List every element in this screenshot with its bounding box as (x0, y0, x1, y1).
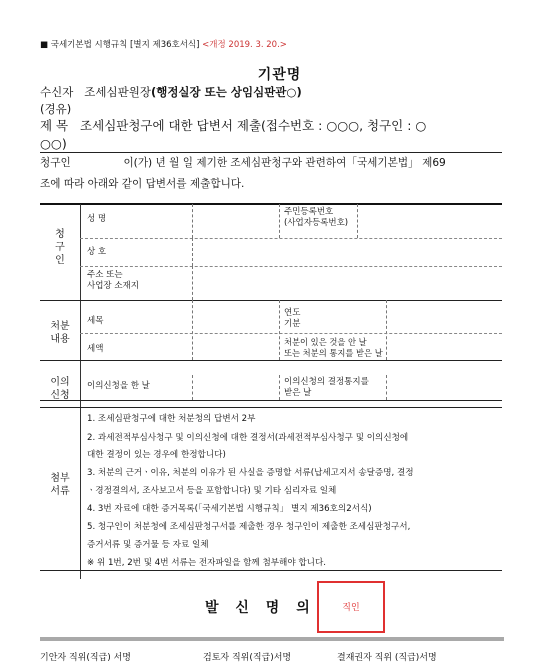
attachment-item: 1. 조세심판청구에 대한 처분청의 답변서 2부 (87, 414, 256, 424)
resident-number-line: (사업자등록번호) (284, 218, 349, 228)
resident-number-line: 주민등록번호 (284, 207, 334, 217)
section-divider (40, 300, 502, 301)
official-seal-box (317, 581, 385, 633)
cell-divider (357, 204, 358, 238)
via-label: (경유) (40, 102, 72, 116)
subject-label: 제 목 (40, 118, 69, 133)
tax-year-label (284, 308, 300, 330)
footer-bar (40, 637, 504, 641)
attachments-section-label (40, 472, 80, 498)
cell-divider (192, 300, 193, 360)
claimant-label-char: 구 (55, 242, 65, 253)
attachment-item: 5. 청구인이 처분청에 조세심판청구서를 제출한 경우 청구인이 제출한 조세심판청구서, (87, 522, 411, 532)
address-label (87, 270, 139, 292)
row-divider (80, 238, 502, 239)
resident-number-label (284, 207, 348, 229)
name-label: 성 명 (87, 214, 107, 224)
subject-divider (40, 152, 502, 153)
tax-item-label: 세목 (87, 316, 104, 326)
cell-divider (192, 204, 193, 238)
sender-name: 발 신 명 의 (205, 600, 316, 616)
address-line: 주소 또는 (87, 270, 123, 280)
label-column-divider (80, 204, 81, 579)
disposition-label-line: 처분 (50, 321, 70, 332)
attachment-item: 2. 과세전적부심사청구 및 이의신청에 대한 결정서(과세전적부심사청구 및 이의신청에 (87, 433, 409, 443)
attachment-item: 증거서류 및 증거물 등 자료 일체 (87, 540, 209, 550)
disposition-section-label (40, 320, 80, 346)
notice-date-label (284, 337, 383, 359)
objection-section-label (40, 376, 80, 402)
form-number-text: ■ 국세기본법 시행규칙 [별지 제36호서식] (40, 40, 200, 50)
claimant-section-label (40, 228, 80, 267)
attachments-label-line: 첨부 (50, 473, 70, 484)
tax-amount-label: 세액 (87, 344, 104, 354)
subject-line (40, 116, 426, 134)
cell-divider (386, 375, 387, 400)
row-divider (80, 266, 502, 267)
intro-claimant-label: 청구인 (40, 157, 71, 169)
recipient-value-bold: (행정실장 또는 상임심판관○) (150, 85, 302, 99)
reviewer-signature: 검토자 직위(직급)서명 (203, 653, 292, 663)
section-divider (40, 360, 502, 361)
subject-text: 조세심판청구에 대한 답변서 제출(접수번호 : ○○○, 청구인 : ○ (80, 118, 427, 133)
objection-label-line: 신청 (50, 390, 70, 401)
objection-decision-line: 받은 날 (284, 388, 312, 398)
objection-decision-line: 이의신청의 결정통지를 (284, 377, 369, 387)
intro-line-1 (40, 155, 446, 170)
seal-text: 직인 (342, 603, 360, 613)
notice-date-line: 처분이 있은 것을 안 날 (284, 337, 367, 347)
table-top-border (40, 203, 502, 205)
objection-decision-label (284, 377, 369, 399)
tax-year-line: 연도 (284, 308, 301, 318)
tax-year-line: 기분 (284, 319, 301, 329)
objection-filed-label: 이의신청을 한 날 (87, 381, 150, 391)
section-divider (40, 407, 502, 408)
drafter-signature: 기안자 직위(직급) 서명 (40, 653, 131, 663)
cell-divider (279, 375, 280, 400)
objection-label-line: 이의 (50, 377, 70, 388)
attachment-item: 대한 결정이 있는 경우에 한정합니다) (87, 450, 226, 460)
cell-divider (192, 375, 193, 400)
form-number (40, 38, 287, 50)
address-line: 사업장 소재지 (87, 281, 139, 291)
recipient-line (40, 84, 302, 100)
claimant-label-char: 청 (55, 229, 65, 240)
cell-divider (192, 238, 193, 266)
intro-text: 이(가) 년 월 일 제기한 조세심판청구와 관련하여「국세기본법」 제69 (123, 157, 446, 169)
page-title: 기관명 (257, 67, 302, 83)
trade-name-label: 상 호 (87, 247, 107, 257)
attachment-item: 4. 3번 자료에 대한 증거목록(「국세기본법 시행규칙」 별지 제36호의2서식) (87, 504, 372, 514)
section-divider (40, 400, 502, 401)
attachment-item: 3. 처분의 근거ㆍ이유, 처분의 이유가 된 사실을 증명할 서류(납세고지서 송달증명, 결정 (87, 468, 414, 478)
subject-text-continued: ○○) (40, 136, 67, 151)
row-divider (80, 333, 502, 334)
intro-line-2: 조에 따라 아래와 같이 답변서를 제출합니다. (40, 178, 245, 190)
attachments-label-line: 서류 (50, 486, 70, 497)
cell-divider (279, 300, 280, 360)
recipient-label: 수신자 (40, 85, 74, 99)
approver-signature: 결재권자 직위 (직급)서명 (337, 653, 437, 663)
cell-divider (279, 204, 280, 238)
table-bottom-border (40, 570, 502, 571)
claimant-label-char: 인 (55, 255, 65, 266)
attachment-item: ㆍ경정결의서, 조사보고서 등을 포함합니다) 및 기타 심리자료 일체 (87, 486, 337, 496)
attachment-note: ※ 위 1번, 2번 및 4번 서류는 전자파일을 함께 첨부해야 합니다. (87, 558, 327, 568)
cell-divider (192, 266, 193, 300)
revision-date: <개정 2019. 3. 20.> (202, 40, 287, 50)
notice-date-line: 또는 처분의 통지를 받은 날 (284, 348, 383, 358)
disposition-label-line: 내용 (50, 334, 70, 345)
cell-divider (386, 300, 387, 360)
recipient-value: 조세심판원장 (84, 85, 151, 99)
